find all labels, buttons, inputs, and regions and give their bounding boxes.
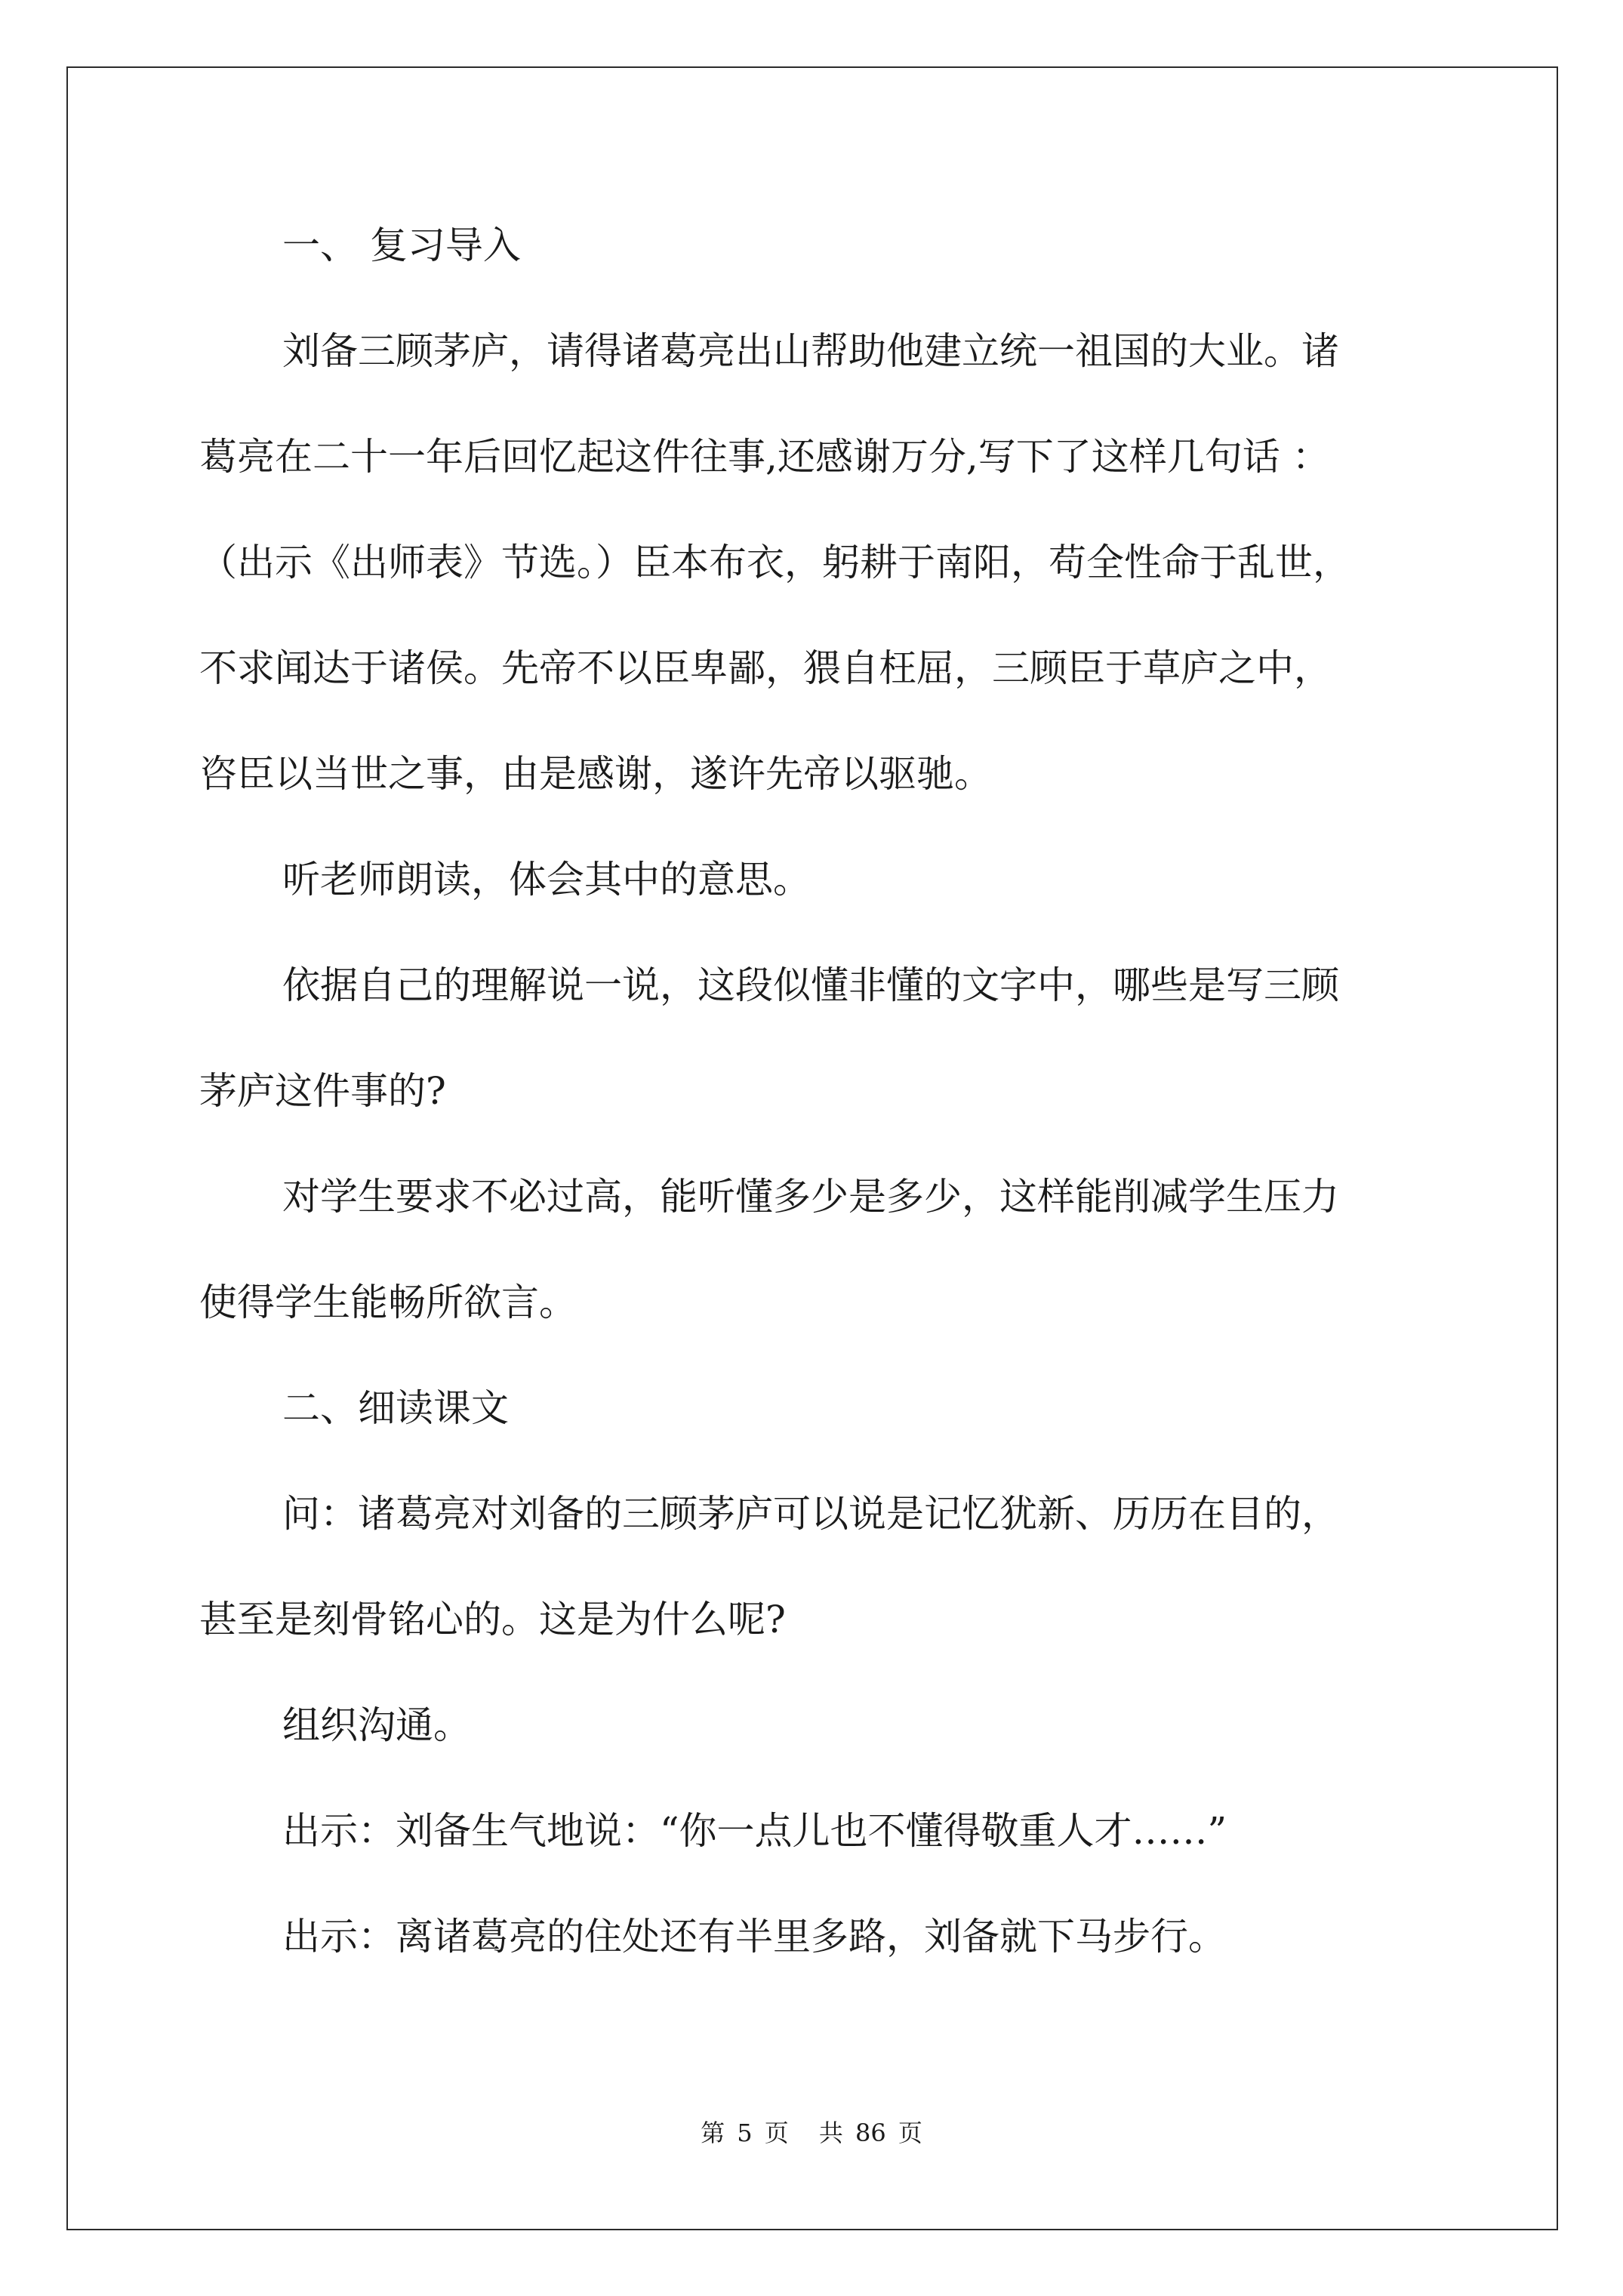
page-number: 第 5 页 [701, 2119, 789, 2147]
paragraph-line: 茅庐这件事的? [199, 1069, 446, 1113]
paragraph-line: 对学生要求不必过高，能听懂多少是多少，这样能削减学生压力 [282, 1175, 1339, 1219]
page-total: 共 86 页 [818, 2119, 922, 2147]
document-body [199, 219, 1437, 2016]
paragraph-line: 葛亮在二十一年后回忆起这件往事,还感谢万分,写下了这样几句话 ： [199, 435, 1330, 479]
paragraph-line: 听老师朗读，体会其中的意思。 [282, 858, 811, 901]
paragraph-line: 不求闻达于诸侯。先帝不以臣卑鄙，猥自枉屈，三顾臣于草庐之中， [199, 646, 1332, 690]
paragraph-line: 出示：离诸葛亮的住处还有半里多路，刘备就下马步行。 [282, 1915, 1226, 1959]
page-footer [0, 2118, 1623, 2148]
paragraph-line: （出示《出师表》节选。）臣本布衣，躬耕于南阳，苟全性命于乱世， [199, 541, 1350, 584]
paragraph-line: 依据自己的理解说一说，这段似懂非懂的文字中，哪些是写三顾 [282, 963, 1339, 1007]
paragraph-line: 刘备三顾茅庐，请得诸葛亮出山帮助他建立统一祖国的大业。诸 [282, 329, 1339, 373]
paragraph-line: 使得学生能畅所欲言。 [199, 1281, 577, 1324]
paragraph-line: 甚至是刻骨铭心的。这是为什么呢? [199, 1598, 786, 1641]
paragraph-line: 组织沟通。 [282, 1703, 471, 1747]
section-heading-reading: 二、细读课文 [282, 1386, 509, 1430]
paragraph-line: 出示：刘备生气地说：“你一点儿也不懂得敬重人才……” [282, 1809, 1227, 1853]
paragraph-line: 咨臣以当世之事，由是感谢，遂许先帝以驱驰。 [199, 752, 992, 796]
section-heading-review: 一、 复习导入 [282, 223, 521, 267]
paragraph-line: 问：诸葛亮对刘备的三顾茅庐可以说是记忆犹新、历历在目的， [282, 1492, 1339, 1536]
